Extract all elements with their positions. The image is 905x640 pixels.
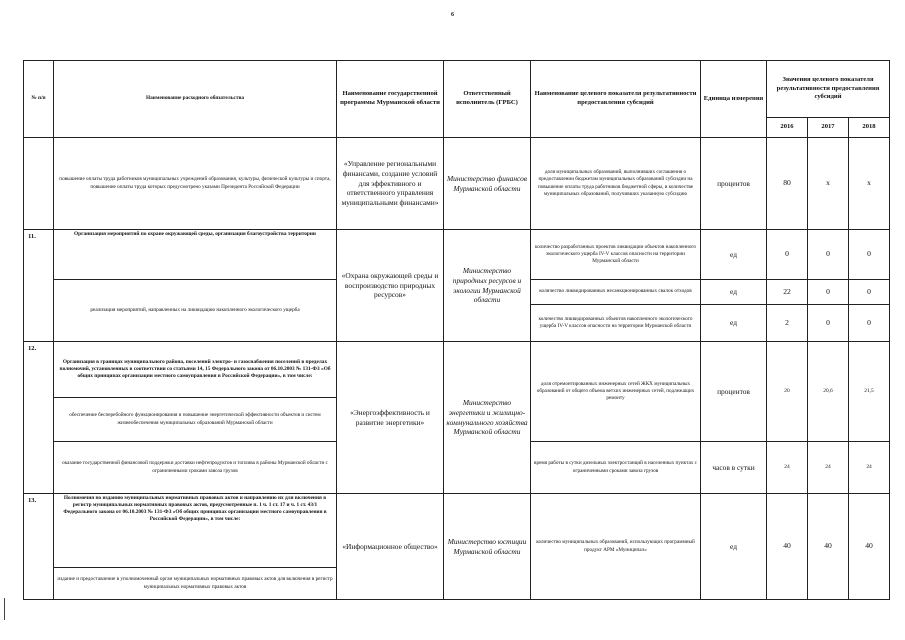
value-2018: x [849, 138, 890, 230]
table-row [24, 342, 890, 398]
indicator-cell: доля муниципальных образований, выполнивших соглашения о предоставлении бюджетам муниципальных образований субсидии на повышение оплаты труда работников бюджетной сферы, в количестве муниципальных образований, получивших указанную субсидию [531, 138, 701, 230]
value-2017: 0 [808, 230, 849, 280]
row-number: 13. [24, 494, 54, 600]
page-edge-mark [4, 598, 5, 620]
value-2017: 0 [808, 280, 849, 305]
responsible-cell: Министерство финансов Мурманской области [444, 138, 531, 230]
value-2018: 21,5 [849, 342, 890, 442]
header-year-2018: 2018 [849, 118, 890, 138]
value-2018: 24 [849, 442, 890, 494]
indicator-cell: время работы в сутки дизельных электростанций в населенных пунктах с ограниченными сроками завоза грузов [531, 442, 701, 494]
subsection-cell: обеспечение бесперебойного функционирования и повышение энергетической эффективности объектов и систем жизнеобеспечения муниципальных образований Мурманской области [54, 398, 337, 442]
value-2018: 0 [849, 280, 890, 305]
row-num-empty [24, 138, 54, 230]
indicator-cell: количество ликвидированных объектов накопленного экологического ущерба IV-V классов опасности на территории Мурманской области [531, 305, 701, 342]
program-cell: «Информационное общество» [337, 494, 444, 600]
table-row [24, 138, 890, 230]
program-cell: «Энергоэффективность и развитие энергетики» [337, 342, 444, 494]
section-title: Организация мероприятий по охране окружающей среды, организация благоустройства территории [54, 230, 337, 280]
responsible-cell: Министерство энергетики и жилищно-коммунального хозяйства Мурманской области [444, 342, 531, 494]
value-2017: 0 [808, 305, 849, 342]
indicator-cell: количество муниципальных образований, использующих программный продукт АРМ «Муниципал» [531, 494, 701, 600]
value-2016: 0 [767, 230, 808, 280]
subsection-cell: реализация мероприятий, направленных на ликвидацию накопленного экологического ущерба [54, 280, 337, 342]
unit-cell: ед [701, 280, 767, 305]
table-row [24, 230, 890, 280]
unit-cell: ед [701, 230, 767, 280]
header-year-2016: 2016 [767, 118, 808, 138]
responsible-cell: Министерство природных ресурсов и экологии Мурманской области [444, 230, 531, 342]
section-title: Полномочия по изданию муниципальных нормативных правовых актов и направлению их для включения в регистр муниципальных нормативных правовых актов, предусмотренные п. 1 ч. 1 ст. 17 и ч. 1 ст. 43/1 Федерального закона от 06.10.2003 № 131-ФЗ «Об общих принципах организации местного самоуправления в Российской Федерации», в том числе: [54, 494, 337, 568]
unit-cell: ед [701, 494, 767, 600]
value-2017: x [808, 138, 849, 230]
header-responsible: Ответственный исполнитель (ГРБС) [444, 61, 531, 138]
value-2016: 22 [767, 280, 808, 305]
unit-cell: процентов [701, 342, 767, 442]
header-num: № п/п [24, 61, 54, 138]
header-year-2017: 2017 [808, 118, 849, 138]
indicator-cell: количество ликвидированных несанкционированных свалок отходов [531, 280, 701, 305]
indicator-cell: доля отремонтированных инженерных сетей ЖКХ муниципальных образований от общего объема ветхих инженерных сетей, подлежащих ремонту [531, 342, 701, 442]
unit-cell: ед [701, 305, 767, 342]
subsection-cell: оказание государственной финансовой поддержки доставки нефтепродуктов и топлива в районы Мурманской области с ограниченными сроками завоза грузов [54, 442, 337, 494]
value-2016: 80 [767, 138, 808, 230]
header-row [24, 61, 890, 118]
value-2017: 40 [808, 494, 849, 600]
header-indicator: Наименование целевого показателя результативности предоставления субсидий [531, 61, 701, 138]
program-cell: «Охрана окружающей среды и воспроизводство природных ресурсов» [337, 230, 444, 342]
unit-cell: часов в сутки [701, 442, 767, 494]
value-2016: 2 [767, 305, 808, 342]
value-2018: 40 [849, 494, 890, 600]
page-number: 6 [451, 12, 454, 18]
header-obligation: Наименование расходного обязательства [54, 61, 337, 138]
header-program: Наименование государственной программы Мурманской области [337, 61, 444, 138]
value-2016: 24 [767, 442, 808, 494]
header-unit: Единица измерения [701, 61, 767, 138]
value-2017: 20,6 [808, 342, 849, 442]
value-2018: 0 [849, 230, 890, 280]
value-2016: 20 [767, 342, 808, 442]
subsidy-indicators-table [23, 60, 890, 600]
row-number: 11. [24, 230, 54, 342]
program-cell: «Управление региональными финансами, создание условий для эффективного и ответственного управления муниципальными финансами» [337, 138, 444, 230]
header-values: Значения целевого показателя результативности предоставления субсидий [767, 61, 890, 118]
indicator-cell: количество разработанных проектов ликвидации объектов накопленного экологического ущерба IV-V классов опасности на территории Мурманской области [531, 230, 701, 280]
subsection-cell: издание и предоставление в уполномоченный орган муниципальных нормативных правовых актов для включения в регистр муниципальных нормативных правовых актов [54, 568, 337, 600]
value-2018: 0 [849, 305, 890, 342]
table-row [24, 494, 890, 568]
obligation-cell: повышение оплаты труда работников муниципальных учреждений образования, культуры, физической культуры и спорта, повышение оплаты труда которых предусмотрено указами Президента Российской Федерации [54, 138, 337, 230]
value-2016: 40 [767, 494, 808, 600]
section-title: Организация в границах муниципального района, поселений электро- и газоснабжения поселений в пределах полномочий, установленных в соответствии со статьями 14, 15 Федерального закона от 06.10.2003 № 131-ФЗ «Об общих принципах организации местного самоуправления в Российской Федерации», в том числе: [54, 342, 337, 398]
unit-cell: процентов [701, 138, 767, 230]
value-2017: 24 [808, 442, 849, 494]
row-number: 12. [24, 342, 54, 494]
responsible-cell: Министерство юстиции Мурманской области [444, 494, 531, 600]
